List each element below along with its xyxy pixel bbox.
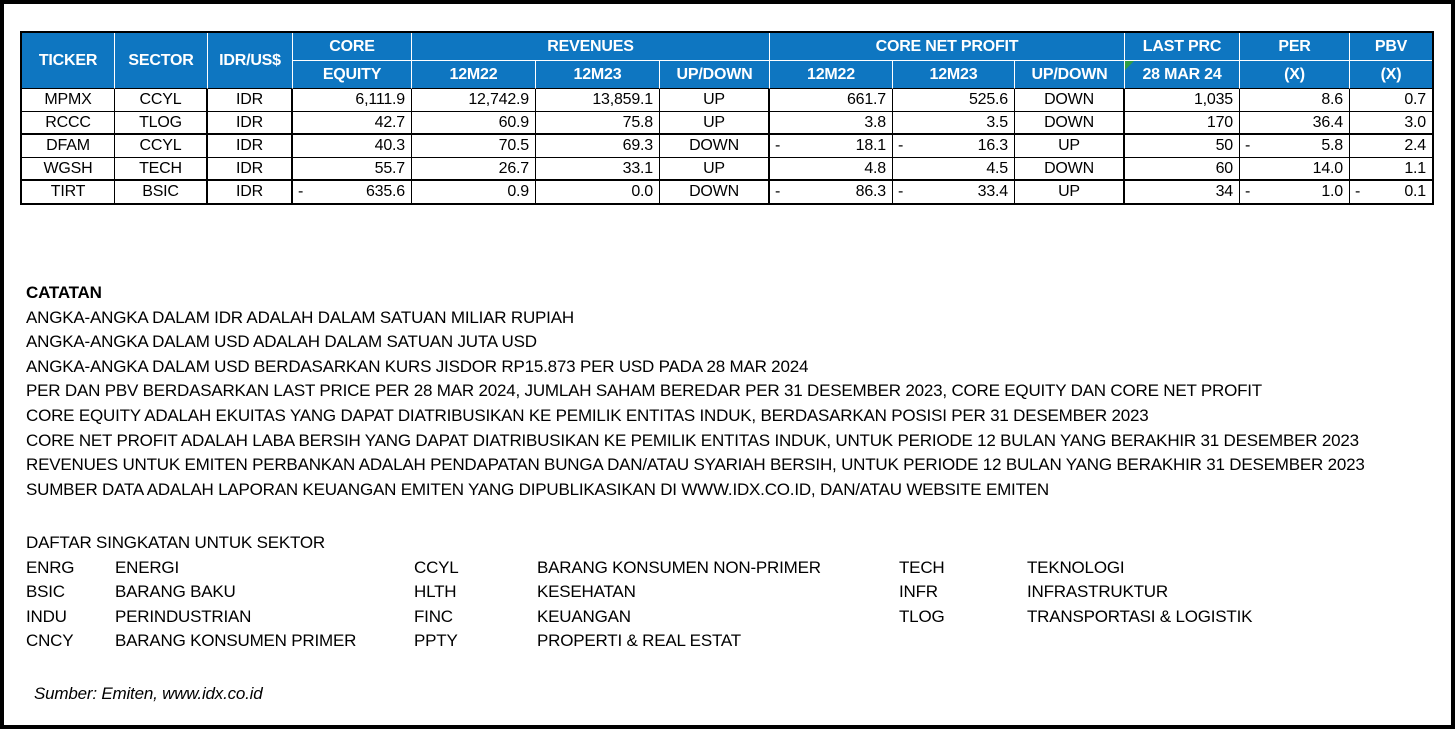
cell-per [1240,158,1350,181]
abbr-code: TECH [899,557,945,577]
note-line: PER DAN PBV BERDASARKAN LAST PRICE PER 28 MAR 2024, JUMLAH SAHAM BEREDAR PER 31 DESEMBER 2023, CORE EQUITY DAN CORE NET PROFIT [26,381,1262,401]
abbr-code: CCYL [414,557,459,577]
header-last-prc-date [1125,61,1240,89]
cell-ticker: DFAM [22,135,115,158]
cell-rev-updown: UP [660,112,770,135]
cell-rev-12m22 [412,158,536,181]
abbr-code: BSIC [26,582,65,602]
cell-rev-12m23 [536,158,660,181]
cell-currency: IDR [208,158,293,181]
abbr-code: HLTH [414,582,457,602]
value: 55.7 [374,159,405,177]
financial-table [20,31,1434,205]
cell-cnp-12m23 [893,158,1015,181]
notes-section [26,281,1365,502]
note-line: ANGKA-ANGKA DALAM USD BERDASARKAN KURS JISDOR RP15.873 PER USD PADA 28 MAR 2024 [26,356,809,376]
header-core-net-profit: CORE NET PROFIT [770,33,1125,61]
value: 0.7 [1404,91,1426,108]
cell-rev-12m22 [412,135,536,158]
cell-cnp-12m23 [893,135,1015,158]
source-line: Sumber: Emiten, www.idx.co.id [34,684,263,703]
value: 75.8 [622,113,653,131]
value: 50 [1215,137,1233,154]
cell-pbv [1350,181,1432,203]
header-sector: SECTOR [115,33,208,89]
cell-cnp-updown: DOWN [1015,158,1125,181]
abbr-name: PERINDUSTRIAN [115,606,252,626]
cell-rev-12m23 [536,89,660,112]
minus-sign: - [775,137,781,154]
header-cnp-12m22: 12M22 [770,61,893,89]
value: 1.0 [1321,183,1343,200]
value: 525.6 [968,91,1008,108]
value: 661.7 [846,91,886,108]
cell-cnp-12m23 [893,112,1015,135]
abbr-name [1027,629,1252,654]
abbr-name: PROPERTI & REAL ESTAT [537,631,741,651]
cell-sector: CCYL [115,89,208,112]
value: 14.0 [1312,159,1343,177]
value: 4.5 [986,159,1008,177]
value: 70.5 [498,137,529,154]
value: 3.8 [864,113,886,131]
cell-sector: TECH [115,158,208,181]
value: 33.1 [622,159,653,177]
value: 0.1 [1404,183,1426,200]
abbr-name: INFRASTRUKTUR [1027,582,1168,602]
header-rev-12m23: 12M23 [536,61,660,89]
cell-last-prc [1125,89,1240,112]
cell-rev-12m22 [412,112,536,135]
cell-ticker: WGSH [22,158,115,181]
note-line: ANGKA-ANGKA DALAM USD ADALAH DALAM SATUAN JUTA USD [26,332,537,352]
cell-per [1240,135,1350,158]
cell-per [1240,89,1350,112]
cell-currency: IDR [208,135,293,158]
value: 33.4 [977,183,1008,200]
abbr-code: INDU [26,606,67,626]
notes-title: CATATAN [26,283,102,302]
header-revenues: REVENUES [412,33,770,61]
abbr-code: CNCY [26,631,74,651]
cell-rev-12m23 [536,181,660,203]
cell-last-prc [1125,158,1240,181]
minus-sign: - [298,183,304,200]
value: 5.8 [1321,137,1343,154]
cell-cnp-12m22 [770,89,893,112]
value: 635.6 [365,183,405,200]
value: 86.3 [855,183,886,200]
abbr-code [899,629,1027,654]
value: 3.5 [986,113,1008,131]
abbr-name: ENERGI [115,557,179,577]
header-pbv: PBV [1350,33,1432,61]
cell-sector: CCYL [115,135,208,158]
abbr-code: PPTY [414,631,458,651]
note-line: CORE NET PROFIT ADALAH LABA BERSIH YANG DAPAT DIATRIBUSIKAN KE PEMILIK ENTITAS INDUK, UNTUK PERIODE 12 BULAN YANG BERAKHIR 31 DESEMBER 2023 [26,430,1359,450]
cell-cnp-12m22 [770,112,893,135]
cell-last-prc [1125,135,1240,158]
header-rev-12m22: 12M22 [412,61,536,89]
header-pbv-x: (X) [1350,61,1432,89]
header-core: CORE [293,33,412,61]
cell-rev-updown: DOWN [660,135,770,158]
minus-sign: - [775,183,781,200]
abbr-code: FINC [414,606,453,626]
value: 8.6 [1321,91,1343,108]
value: 2.4 [1404,137,1426,154]
value: 0.9 [507,183,529,200]
header-ticker: TICKER [22,33,115,89]
cell-rev-updown: UP [660,89,770,112]
cell-pbv [1350,112,1432,135]
cell-cnp-12m22 [770,181,893,203]
value: 1.1 [1404,159,1426,177]
value: 36.4 [1312,113,1343,131]
abbr-grid [26,556,1252,654]
abbr-name: KESEHATAN [537,582,636,602]
value: 170 [1206,113,1233,131]
abbr-name: BARANG KONSUMEN PRIMER [115,631,357,651]
cell-sector: TLOG [115,112,208,135]
minus-sign: - [1245,183,1251,200]
cell-ticker: TIRT [22,181,115,203]
cell-rev-12m22 [412,89,536,112]
note-line: ANGKA-ANGKA DALAM IDR ADALAH DALAM SATUAN MILIAR RUPIAH [26,307,574,327]
value: 16.3 [977,137,1008,154]
cell-cnp-12m23 [893,89,1015,112]
cell-pbv [1350,135,1432,158]
header-currency: IDR/US$ [208,33,293,89]
value: 4.8 [864,159,886,177]
header-rev-updown: UP/DOWN [660,61,770,89]
minus-sign: - [1355,183,1361,200]
value: 6,111.9 [355,91,405,108]
abbr-name: TRANSPORTASI & LOGISTIK [1027,606,1253,626]
value: 3.0 [1404,113,1426,131]
value: 13,859.1 [592,91,653,108]
cell-core-equity [293,135,412,158]
cell-currency: IDR [208,181,293,203]
comment-flag-icon [1125,61,1134,70]
cell-cnp-updown: UP [1015,181,1125,203]
minus-sign: - [898,183,904,200]
abbr-code: TLOG [899,606,945,626]
abbr-code: INFR [899,582,938,602]
header-per-x: (X) [1240,61,1350,89]
cell-currency: IDR [208,89,293,112]
cell-ticker: RCCC [22,112,115,135]
cell-core-equity [293,112,412,135]
cell-last-prc [1125,181,1240,203]
cell-cnp-updown: DOWN [1015,89,1125,112]
value: 0.0 [631,183,653,200]
abbr-name: KEUANGAN [537,606,631,626]
abbr-code: ENRG [26,557,75,577]
header-per: PER [1240,33,1350,61]
cell-rev-12m23 [536,112,660,135]
value: 42.7 [374,113,405,131]
value: 18.1 [855,137,886,154]
cell-cnp-12m22 [770,158,893,181]
sector-abbreviations [26,531,1252,654]
header-equity: EQUITY [293,61,412,89]
cell-cnp-12m23 [893,181,1015,203]
cell-ticker: MPMX [22,89,115,112]
value: 40.3 [374,137,405,154]
cell-cnp-12m22 [770,135,893,158]
cell-core-equity [293,181,412,203]
abbr-title: DAFTAR SINGKATAN UNTUK SEKTOR [26,533,325,552]
last-prc-date-label: 28 MAR 24 [1142,65,1222,83]
cell-sector: BSIC [115,181,208,203]
cell-rev-12m23 [536,135,660,158]
cell-last-prc [1125,112,1240,135]
cell-per [1240,181,1350,203]
minus-sign: - [1245,137,1251,154]
value: 12,742.9 [468,91,529,108]
value: 1,035 [1193,91,1233,108]
cell-currency: IDR [208,112,293,135]
cell-pbv [1350,89,1432,112]
abbr-name: TEKNOLOGI [1027,557,1125,577]
cell-core-equity [293,89,412,112]
note-line: REVENUES UNTUK EMITEN PERBANKAN ADALAH PENDAPATAN BUNGA DAN/ATAU SYARIAH BERSIH, UNTUK PERIODE 12 BULAN YANG BERAKHIR 31 DESEMBER 2023 [26,455,1365,475]
cell-cnp-updown: UP [1015,135,1125,158]
cell-rev-12m22 [412,181,536,203]
cell-core-equity [293,158,412,181]
header-cnp-updown: UP/DOWN [1015,61,1125,89]
note-line: CORE EQUITY ADALAH EKUITAS YANG DAPAT DIATRIBUSIKAN KE PEMILIK ENTITAS INDUK, BERDASARKAN POSISI PER 31 DESEMBER 2023 [26,405,1149,425]
value: 60.9 [498,113,529,131]
cell-pbv [1350,158,1432,181]
abbr-name: BARANG KONSUMEN NON-PRIMER [537,557,821,577]
note-line: SUMBER DATA ADALAH LAPORAN KEUANGAN EMITEN YANG DIPUBLIKASIKAN DI WWW.IDX.CO.ID, DAN/ATAU WEBSITE EMITEN [26,479,1049,499]
value: 69.3 [622,137,653,154]
header-cnp-12m23: 12M23 [893,61,1015,89]
cell-rev-updown: DOWN [660,181,770,203]
cell-cnp-updown: DOWN [1015,112,1125,135]
value: 60 [1215,159,1233,177]
header-last-prc: LAST PRC [1125,33,1240,61]
cell-per [1240,112,1350,135]
cell-rev-updown: UP [660,158,770,181]
value: 26.7 [498,159,529,177]
minus-sign: - [898,137,904,154]
value: 34 [1215,183,1233,200]
abbr-name: BARANG BAKU [115,582,236,602]
